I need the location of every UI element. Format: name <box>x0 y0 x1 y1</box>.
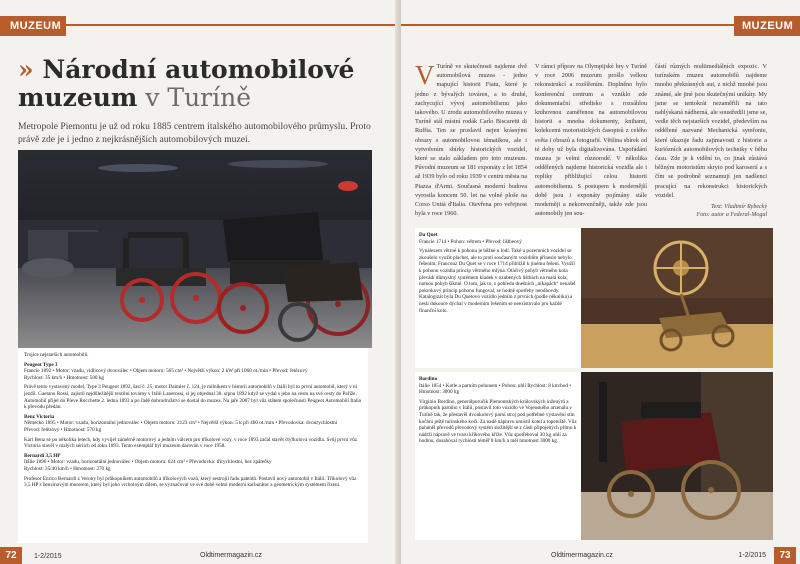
bordino-caption-box <box>415 372 581 540</box>
header-rule-right <box>401 24 734 26</box>
caption-block-benz <box>24 414 362 450</box>
daquet-body: Vynálezem větrné k pohonu je běžné u lodí. Také u pozemních vozidel se zkoušelo využít plachet, ale to proti současným vozidlům přineslo nebylo řešením. Francouz Du Quet se v roce 1714 přiblížil k jinému řešení. Využil k pohonu vozidla princip větrného mlýna. Otáčivý pohyb větrného kola převádí důmyslný systémem kladek v ozubených lištbách na malá kola, nutnou pohyb šikmé. O tom, jak to, z pohledu dnešních „nikapách“ nenašel pokrokový princip pohonu fungoval, se hodně spotřeby neodhovdy. Katalogizát byla Du Quetovo vozidlo jedním z prvních (podle několika) a nesli dokonce dýchal v moderním řešením se neexistovalo pro každé finanční kolo. <box>419 248 576 314</box>
header-rule <box>66 24 399 26</box>
caption-benz-spec2: Převod: řetězový • Hmotnost: 570 kg <box>24 426 102 433</box>
caption-title: Trojice nejstarších automobilů. <box>24 352 89 358</box>
left-footer <box>0 547 399 564</box>
body-column-2 <box>535 62 647 218</box>
windcar-illustration <box>581 228 773 368</box>
title-city: v Turíně <box>137 83 252 112</box>
caption-benz-spec1: Německo 1895 • Motor: vzadu, horizontální jednoválec • Objem motoru: 2123 cm³ • Největší výkon: 5 k při 400 ot./min • Převodovka: dvourychlostní <box>24 420 338 427</box>
body-text-2: V rámci příprav na Olympijské hry v Turíně v roce 2006 muzeum prošlo velkou rekonstrukcí a rozšířením. Doplněno bylo konferenční centrum a vzniklo zde dokumentační středisko s rozsáhlou knihovnou zaměřenou na automobilovou historii a mnoha dokumenty, knihami, kolekcemi motoristických časopisů z celého světa i obrazů a fotografií. Většina sbírek od té doby už byla digitalizována. Uspořádání muzea je velmi různorodé. V několika oddělených najdeme historická vozidla ale i repliky přibližující celou historii automobilismu. S postupem k modernější době jsou i exponáty pojímány stále moderněji a nekonvenčněji, takže zde jsou automobily jen sou- <box>535 63 647 218</box>
caption-peugeot-body: Právě tento vystavený model, Type 3 Peugeot 1892, šasi č. 25, motor Daimler č. 124, je milníkem v historii automobilů v Itálii byl to první automobil, který v ní jezdil. Gaetano Rossi, zajistil nejdůležitější textilní továrny v Itálii Lanerossi, si jej objednal 30. srpna 1892 když se vydal s jeho na cestu na své cesty do Paříže. Automobil přijel do Pieve Rocchette 2. ledna 1893 a po řadě dobrodružství se dostal do muzea. Na jaře 2007 byl vůz státem společnosti Peugeot Automobili Italia k převodu předán. <box>24 384 361 411</box>
section-tab-right: MUZEUM <box>734 16 800 36</box>
issue-left: 1-2/2015 <box>33 553 62 560</box>
bordino-photo <box>581 372 773 540</box>
body-column-1 <box>415 62 527 218</box>
caption-benz-head: Benz Victoria <box>24 413 55 420</box>
issue-right: 1-2/2015 <box>738 552 766 559</box>
bordino-body: Virginio Bordino, generálporučík Piemontských královských inženýrů a průkopník parního v Itálii, postavil toto vozidlo ve Vojenského arzenálu v Turíně tak, že přestavěl dvoukolový parní stroj pod potřebné vystavění stin kočáru ještě turínského kočí. Za nadě nápravu umístil kotel a topeniště. Vůz poháněl převodů převodový systém složitější se z části připojených přímo k nádrži nápravě ve tvaru kříkového kříže. Vůz spotřeboval 30 kg uhlí za hodinu, dosahoval rychlosti téměř 8 km/h a měl hmotnost 3000 kg. <box>419 398 577 445</box>
caption-bernardi-head: Bernardi 3,5 HP <box>24 452 61 459</box>
daquet-head: Da Quet <box>419 232 438 238</box>
caption-peugeot-head: Peugeot Type 3 <box>24 361 58 368</box>
site-left: Oldtimermagazin.cz <box>200 552 262 559</box>
caption-peugeot-spec2: Rychlost: 35 km/h • Hmotnost: 500 kg <box>24 374 105 381</box>
caption-bernardi-body: Profesor Enrico Bernardi z Verony byl průkopníkem automobilů a tříkolových vozů, který sestrojil řadu patentů. Postavil nový automobil v Itálii. Tříkolový vůz 3,5 HP s benzínovým motorem, který byl jeho vrcholným dílem, se vyznačoval ve své době velmi moderní karburátor a geometrickým systémem řízení. <box>24 475 357 489</box>
page-number-left: 72 <box>0 547 22 564</box>
lead-paragraph: Metropole Piemontu je už od roku 1885 centrem italského automobilového průmyslu. Proto právě zde je i jedno z nejkrásnějších automobilových muzeí. <box>18 121 371 145</box>
museum-hall-photo <box>18 150 372 348</box>
caption-block-peugeot <box>24 362 362 411</box>
right-footer <box>401 547 800 564</box>
steam-carriage-illustration <box>581 372 773 540</box>
section-tab: MUZEUM <box>0 16 66 36</box>
caption-peugeot-spec1: Francie 1892 • Motor: vzadu, vidlicový dvouválec • Objem motoru: 565 cm³ • Největší výkon: 2 kW při 1060 ot./min • Převod: řetězový <box>24 368 308 375</box>
right-page <box>401 0 800 564</box>
caption-benz-body: Karl Benz se po několika letech, kdy vyvíjel záměrně motorový a jedním válcem pro tříkolové vozy, v roce 1893 začal stavět čtyřkolová vozidla. Svůj první vůz Victoria stavěl v malých sériích od roku 1893. Tento exemplář byl muzeum darován v roce 1958. <box>24 436 357 450</box>
credit-text: Text: Vladimír Rybecký <box>711 204 767 211</box>
caption-bernardi-spec1: Itálie 1896 • Motor: vzadu, horizontální jednoválec • Objem motoru: 624 cm³ • Převodovka: třírychlostní, bez zpátečky <box>24 459 272 466</box>
cars-caption-box <box>18 348 368 543</box>
site-right: Oldtimermagazin.cz <box>551 552 613 559</box>
caption-block-bernardi <box>24 453 362 489</box>
body-text-3: částí různých multimediálních expozic. V turínském muzeu automobilů najdeme mnoho překrásných aut, z nichž mnohé jsou známé, ale jiné jsou skutečnými unikáty. My jsme se tentokrát nezaměřili na tato nablýskaná nádherná, ale soustředili jsme se, vedle těch nejstarších vozidel, především na oddělené nazvané Mechanická symfonie, které ukazuje řadu zajímavostí z historie a kuriózních automobilových techniky v běhu času. Zde je k vidění to, co jinak zůstává běžným motoristům skryto pod karoserií a s čím se podrobně seznamují jen nadšenci pracující na rekonstrukci historických vozidel. <box>655 63 767 199</box>
dropcap: V <box>415 60 435 90</box>
daquet-photo <box>581 228 773 368</box>
left-page <box>0 0 399 564</box>
credit-photo: Foto: autor a Federal-Mogul <box>696 212 767 219</box>
bordino-head: Bordino <box>419 376 438 382</box>
title-marker: » <box>18 55 34 84</box>
bordino-spec: Itálie 1854 • Kotle a parním pohonem • Pohon: uhlí Rychlost: 8 km/hod • Hmotnost: 3000 kg <box>419 382 572 396</box>
caption-bernardi-spec2: Rychlost: 35/40 km/h • Hmotnost: 270 kg <box>24 465 111 472</box>
museum-cars-illustration <box>18 150 372 348</box>
daquet-caption-box <box>415 228 581 368</box>
daquet-spec: Francie 1714 • Pohon: větrem • Převod: lištbeový <box>419 238 522 245</box>
body-column-3 <box>655 62 767 219</box>
page-number-right: 73 <box>774 547 796 564</box>
article-title <box>18 56 378 112</box>
credits <box>655 203 767 219</box>
body-text-1: Turíně ve skutečnosti najdeme dvě automobilová muzea - jedno mapující historii Fiatu, které je jedno z bývalých továren, a to druhé, zachycující vývoj automobilismu jako takového. U zrodu automobilového muzea v Turíně stál místní rodák Carlo Biscaretti di Ruffia. Ten se proslavil nejen krásnými obrazy s automobilovou tématikou, ale i vytvořením sbírky historických vozidel, které se stalo základem pro toto muzeum. Původní muzeum se 181 exponáty z let 1854 až 1939 bylo od roku 1939 v centru města na Piazza d'Armi. Současná moderní budova vyrostla koncem 50. let na volné ploše na Corso Unità d'Italia. Otevřena pro veřejnost byla v roce 1960. <box>415 63 527 218</box>
title-main: Národní automobilové muzeum <box>18 55 355 112</box>
